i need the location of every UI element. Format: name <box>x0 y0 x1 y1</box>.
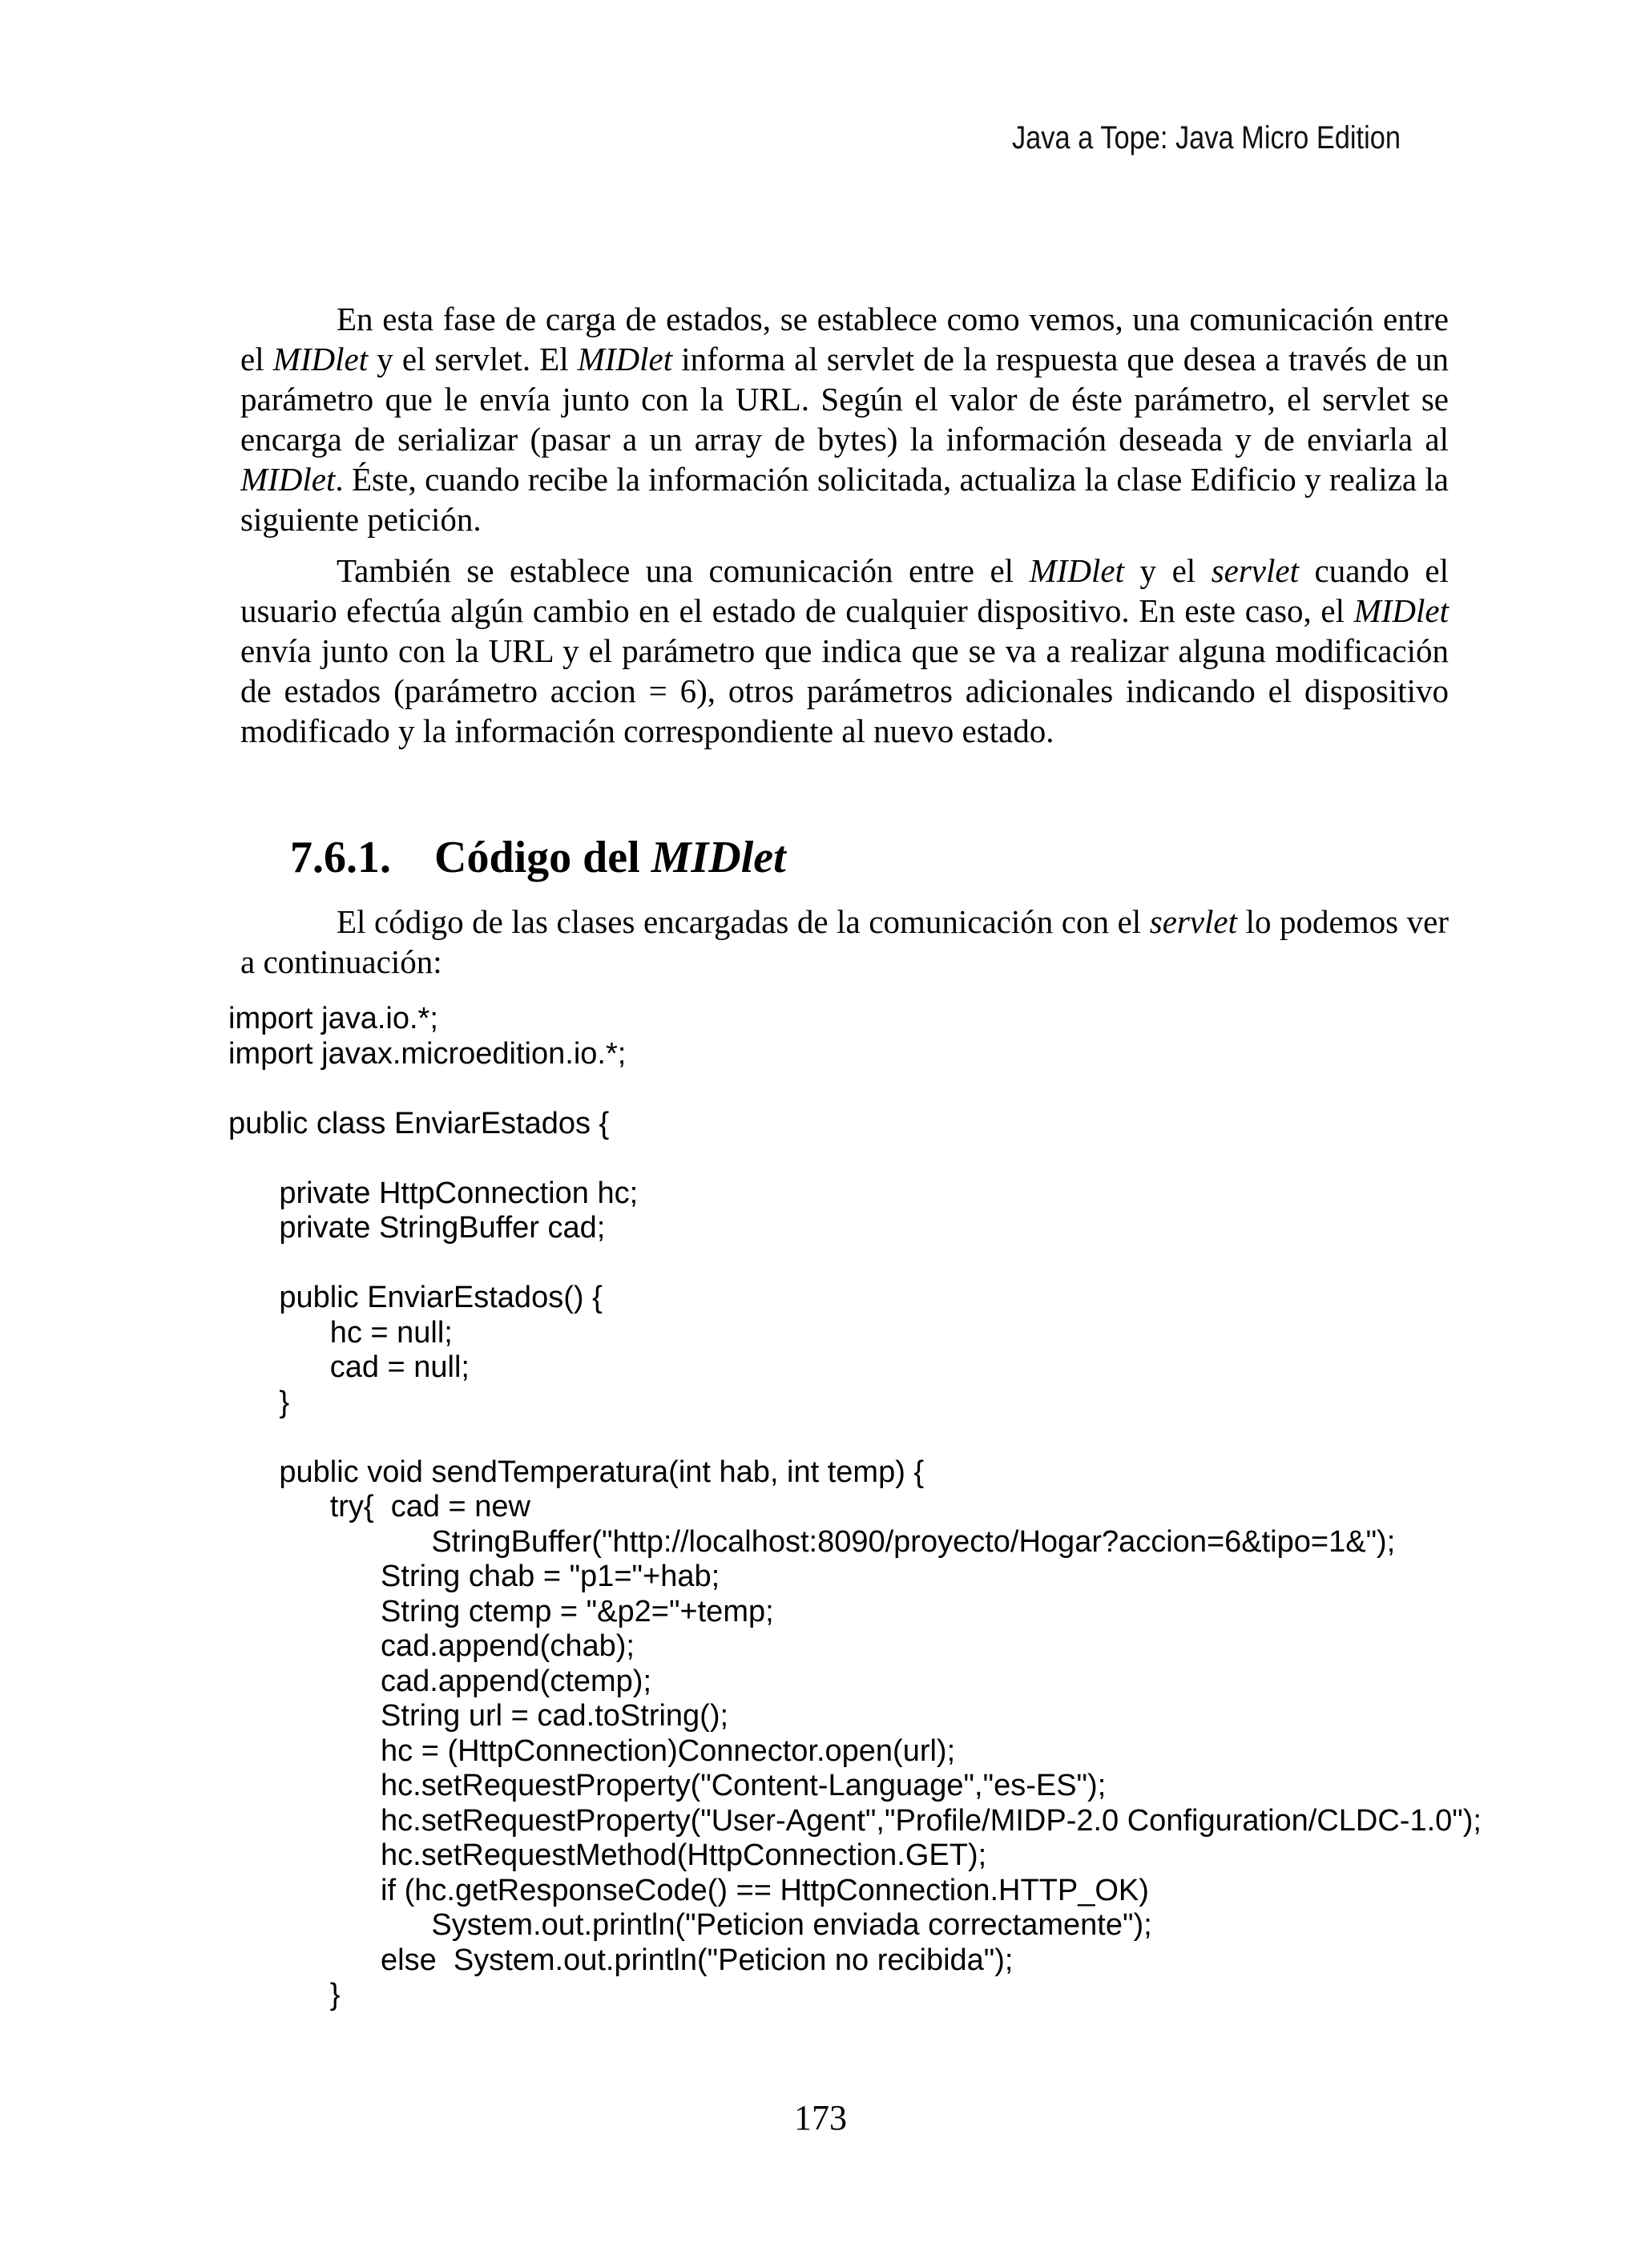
code-line: String chab = "p1="+hab; <box>228 1560 720 1593</box>
code-intro <box>240 902 1449 993</box>
code-line: StringBuffer("http://localhost:8090/proyecto/Hogar?accion=6&tipo=1&"); <box>228 1524 1396 1559</box>
code-line: String url = cad.toString(); <box>228 1699 729 1733</box>
section-number: 7.6.1. <box>290 833 391 882</box>
code-line: else System.out.println("Peticion no recibida"); <box>228 1943 1014 1977</box>
code-line: System.out.println("Peticion enviada correctamente"); <box>228 1908 1152 1942</box>
code-line: public void sendTemperatura(int hab, int temp) { <box>228 1455 925 1489</box>
code-line <box>228 1420 1623 1455</box>
code-line: hc = null; <box>228 1315 453 1350</box>
code-line <box>228 1141 1623 1176</box>
code-line: if (hc.getResponseCode() == HttpConnection.HTTP_OK) <box>228 1873 1149 1907</box>
paragraph-codigo-intro: El código de las clases encargadas de la comunicación con el servlet lo podemos ver a continuación: <box>240 903 1449 980</box>
code-line <box>228 1246 1623 1281</box>
code-line: hc.setRequestProperty("Content-Language","es-ES"); <box>228 1769 1107 1802</box>
code-line: cad.append(ctemp); <box>228 1664 652 1698</box>
code-line: import javax.microedition.io.*; <box>228 1036 627 1071</box>
code-listing <box>228 1002 1623 2013</box>
code-line <box>228 1071 1623 1107</box>
code-line: import java.io.*; <box>228 1002 438 1035</box>
code-line: public EnviarEstados() { <box>228 1281 603 1314</box>
code-line: } <box>228 1978 341 2012</box>
section-title: Código del <box>434 833 651 882</box>
code-line: hc = (HttpConnection)Connector.open(url); <box>228 1733 956 1768</box>
code-line: public class EnviarEstados { <box>228 1106 610 1140</box>
code-line: cad = null; <box>228 1350 470 1384</box>
intro-paragraphs <box>240 299 1449 762</box>
code-line: private HttpConnection hc; <box>228 1176 639 1210</box>
code-line: cad.append(chab); <box>228 1629 635 1663</box>
section-title-emphasis: MIDlet <box>651 833 786 882</box>
running-header: Java a Tope: Java Micro Edition <box>1011 120 1401 155</box>
code-line: hc.setRequestProperty("User-Agent","Profile/MIDP-2.0 Configuration/CLDC-1.0"); <box>228 1803 1482 1838</box>
code-line: private StringBuffer cad; <box>228 1211 606 1245</box>
page-number: 173 <box>794 2098 847 2137</box>
code-line: hc.setRequestMethod(HttpConnection.GET); <box>228 1838 987 1872</box>
paragraph-carga-estados: En esta fase de carga de estados, se establece como vemos, una comunicación entre el MIDlet y el servlet. El MIDlet informa al servlet de la respuesta que desea a través de un parámetro que le envía junto con la URL. Según el valor de éste parámetro, el servlet se encarga de serializar (pasar a un array de bytes) la información deseada y de enviarla al MIDlet. Éste, cuando recibe la información solicitada, actualiza la clase Edificio y realiza la siguiente petición. <box>240 301 1449 538</box>
paragraph-cambio-estado: También se establece una comunicación entre el MIDlet y el servlet cuando el usuario efectúa algún cambio en el estado de cualquier dispositivo. En este caso, el MIDlet envía junto con la URL y el parámetro que indica que se va a realizar alguna modificación de estados (parámetro accion = 6), otros parámetros adicionales indicando el dispositivo modificado y la información correspondiente al nuevo estado. <box>240 552 1449 749</box>
code-line: String ctemp = "&p2="+temp; <box>228 1594 774 1628</box>
code-line: try{ cad = new <box>228 1490 530 1523</box>
section-heading <box>290 829 786 886</box>
code-line: } <box>228 1385 290 1419</box>
